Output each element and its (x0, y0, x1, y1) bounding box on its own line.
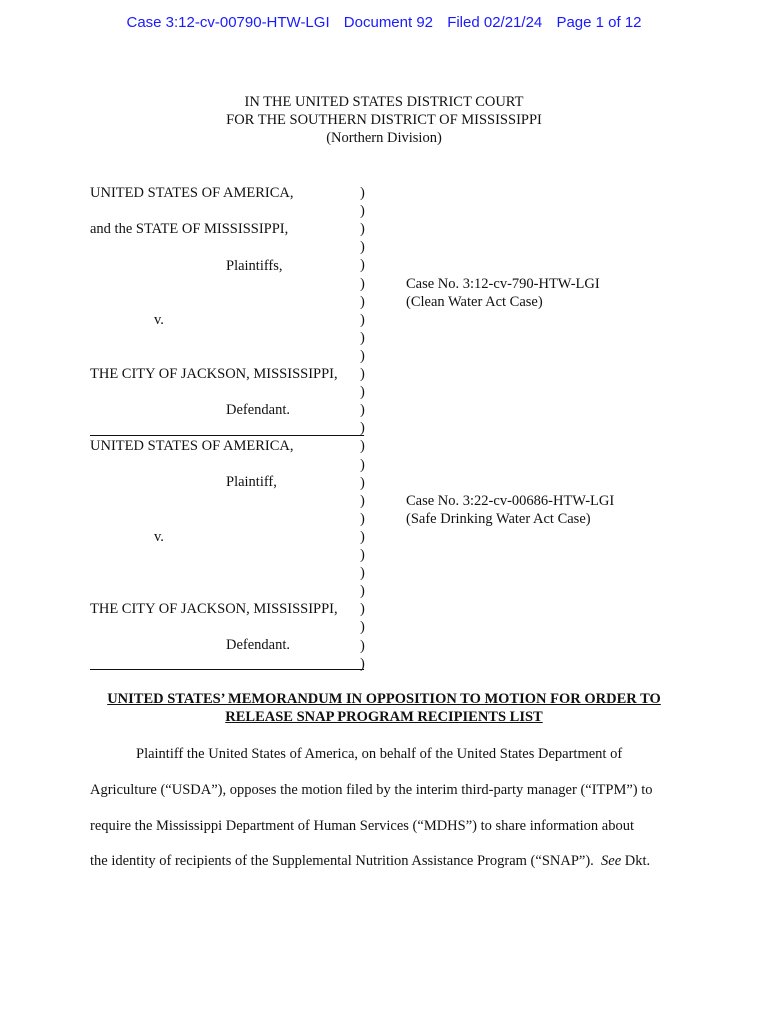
caption-paren: ) (360, 257, 365, 273)
caption-paren: ) (360, 583, 365, 599)
body-line-4 (90, 852, 650, 870)
caption-paren: ) (360, 221, 365, 237)
caption-paren: ) (360, 493, 365, 509)
caption2-case-type: (Safe Drinking Water Act Case) (406, 511, 591, 527)
caption-paren: ) (360, 384, 365, 400)
caption-paren: ) (360, 203, 365, 219)
caption-paren: ) (360, 529, 365, 545)
caption1-divider-rule (90, 435, 364, 436)
body-line-2: Agriculture (“USDA”), opposes the motion filed by the interim third-party manager (“ITPM”) to (90, 782, 653, 798)
caption-paren: ) (360, 239, 365, 255)
memorandum-title (0, 690, 768, 726)
caption-paren: ) (360, 312, 365, 328)
caption2-plaintiff-us: UNITED STATES OF AMERICA, (90, 438, 294, 454)
caption-paren: ) (360, 475, 365, 491)
stamp-case-number: Case 3:12-cv-00790-HTW-LGI (126, 14, 330, 31)
caption2-versus: v. (154, 529, 164, 545)
stamp-filed-date: Filed 02/21/24 (447, 14, 543, 31)
caption1-versus: v. (154, 312, 164, 328)
court-division-line: (Northern Division) (326, 130, 442, 146)
caption1-case-number: Case No. 3:12-cv-790-HTW-LGI (406, 276, 600, 292)
caption-paren: ) (360, 294, 365, 310)
caption-paren: ) (360, 420, 365, 436)
caption-paren: ) (360, 547, 365, 563)
docket-reference: Dkt. (624, 853, 651, 869)
body-line-3: require the Mississippi Department of Human Services (“MDHS”) to share information about (90, 818, 635, 834)
caption-paren: ) (360, 330, 365, 346)
court-district-line: FOR THE SOUTHERN DISTRICT OF MISSISSIPPI (226, 112, 542, 128)
stamp-document-number: Document 92 (343, 14, 434, 31)
memorandum-title-line1: UNITED STATES’ MEMORANDUM IN OPPOSITION TO MOTION FOR ORDER TO (107, 691, 661, 707)
ecf-header-stamp (0, 14, 768, 31)
caption-paren: ) (360, 638, 365, 654)
caption-paren: ) (360, 511, 365, 527)
caption2-plaintiff-label: Plaintiff, (226, 474, 277, 490)
caption-paren: ) (360, 185, 365, 201)
caption2-case-number: Case No. 3:22-cv-00686-HTW-LGI (406, 493, 615, 509)
caption2-bottom-rule (90, 669, 364, 670)
caption1-defendant-name: THE CITY OF JACKSON, MISSISSIPPI, (90, 366, 338, 382)
caption1-plaintiff-state: and the STATE OF MISSISSIPPI, (90, 221, 289, 237)
body-line-4-text: the identity of recipients of the Supplemental Nutrition Assistance Program (“SNAP”). (90, 853, 594, 869)
caption-paren: ) (360, 366, 365, 382)
citation-signal-see: See (601, 853, 622, 869)
caption-paren: ) (360, 402, 365, 418)
caption-paren: ) (360, 348, 365, 364)
caption-paren: ) (360, 565, 365, 581)
body-line-1: Plaintiff the United States of America, on behalf of the United States Department of (136, 746, 623, 762)
caption2-defendant-name: THE CITY OF JACKSON, MISSISSIPPI, (90, 601, 338, 617)
caption-paren: ) (360, 601, 365, 617)
caption1-plaintiff-us: UNITED STATES OF AMERICA, (90, 185, 294, 201)
stamp-page-number: Page 1 of 12 (556, 14, 642, 31)
memorandum-title-line2: RELEASE SNAP PROGRAM RECIPIENTS LIST (225, 709, 543, 725)
court-name-line: IN THE UNITED STATES DISTRICT COURT (244, 94, 524, 110)
caption1-plaintiffs-label: Plaintiffs, (226, 258, 283, 274)
caption-paren: ) (360, 438, 365, 454)
caption1-case-type: (Clean Water Act Case) (406, 294, 543, 310)
court-heading (0, 93, 768, 147)
caption-paren: ) (360, 619, 365, 635)
caption-paren: ) (360, 457, 365, 473)
caption-paren: ) (360, 276, 365, 292)
caption1-defendant-label: Defendant. (226, 402, 291, 418)
caption2-defendant-label: Defendant. (226, 637, 291, 653)
caption-paren: ) (360, 656, 365, 672)
